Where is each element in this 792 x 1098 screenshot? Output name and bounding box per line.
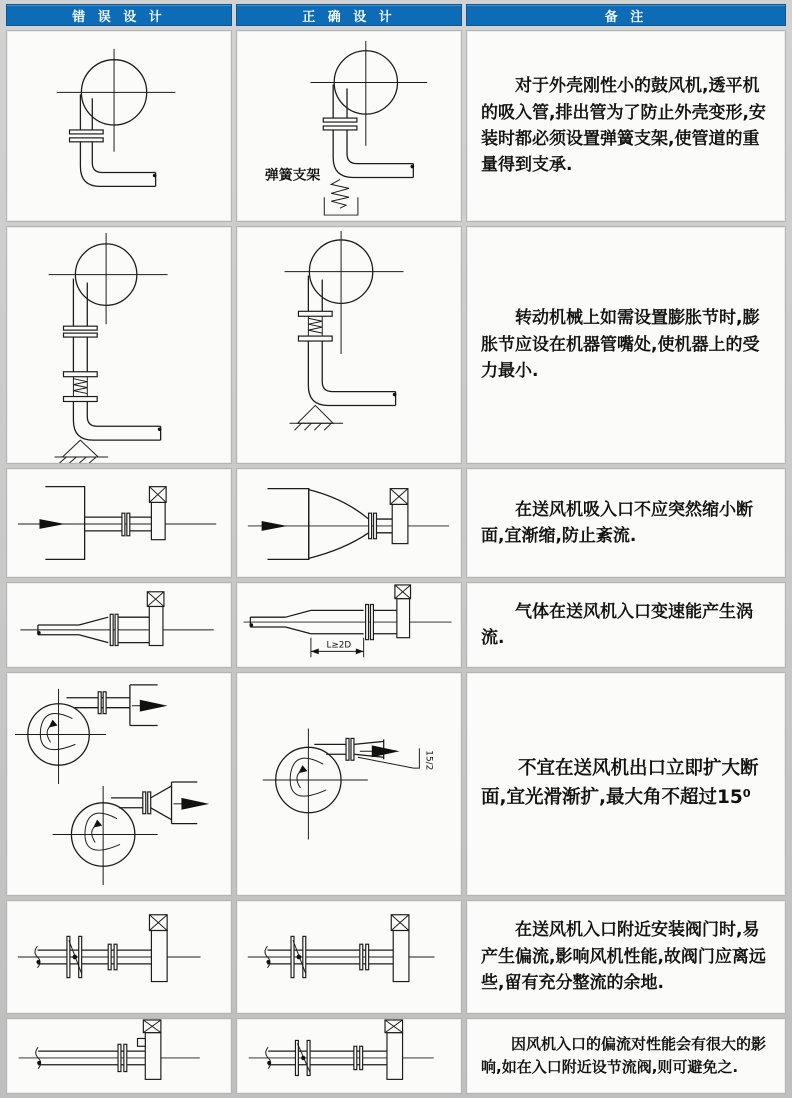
blower-elbow-no-support-diagram [7,31,231,221]
note-row2 [466,226,786,464]
diagram-correct-row1 [236,30,462,222]
header-notes-label: 备 注 [604,9,648,25]
header-correct-design-label: 正 确 设 计 [302,9,396,25]
gradual-expansion-outlet-diagram [237,673,461,895]
expansion-half-angle-label: 15/2 [423,750,434,771]
diagram-wrong-row1 [6,30,232,222]
note-text-row6: 在送风机入口附近安装阀门时,易产生偏流,影响风机性能,故阀门应离远些,留有充分整流的余地. [481,920,766,994]
note-row1 [466,30,786,222]
note-row6 [466,900,786,1014]
diagram-correct-row2 [236,226,462,464]
no-throttle-valve-inlet-diagram [7,1019,231,1093]
valve-close-to-inlet-diagram [7,901,231,1013]
straight-length-dimension-label: L≥2D [326,640,352,651]
throttle-valve-near-inlet-diagram [237,1019,461,1093]
header-correct-design [236,4,462,26]
expansion-joint-far-from-nozzle-diagram [7,227,231,463]
blower-elbow-spring-support-diagram [237,31,461,221]
diagram-wrong-row4 [6,582,232,668]
diagram-wrong-row7 [6,1018,232,1094]
header-wrong-design-label: 错 误 设 计 [72,9,166,25]
note-text-row2: 转动机械上如需设置膨胀节时,膨胀节应设在机器管嘴处,使机器上的受力最小. [481,308,760,382]
expansion-joint-at-nozzle-diagram [237,227,461,463]
diagram-wrong-row6 [6,900,232,1014]
diagram-wrong-row3 [6,468,232,578]
note-row3 [466,468,786,578]
note-row7 [466,1018,786,1094]
spring-support-label: 弹簧支架 [264,167,321,184]
cone-directly-at-inlet-diagram [7,583,231,667]
valve-far-from-inlet-diagram [237,901,461,1013]
diagram-wrong-row2 [6,226,232,464]
note-text-row1: 对于外壳刚性小的鼓风机,透平机的吸入管,排出管为了防止外壳变形,安装时都必须设置弹簧支架,使管道的重量得到支承. [481,76,766,176]
diagram-correct-row7 [236,1018,462,1094]
note-row4 [466,582,786,668]
diagram-correct-row5 [236,672,462,896]
cone-with-straight-run-diagram [237,583,461,667]
diagram-wrong-row5 [6,672,232,896]
sudden-expansion-outlet-diagram [7,673,231,895]
note-text-row3: 在送风机吸入口不应突然缩小断面,宜渐缩,防止紊流. [481,499,753,546]
sudden-contraction-inlet-diagram [7,469,231,577]
note-text-row5: 不宜在送风机出口立即扩大断面,宜光滑渐扩,最大角不超过15⁰ [481,758,759,808]
header-notes [466,4,786,26]
gradual-contraction-inlet-diagram [237,469,461,577]
header-wrong-design [6,4,232,26]
diagram-correct-row3 [236,468,462,578]
note-row5 [466,672,786,896]
note-text-row7: 因风机入口的偏流对性能会有很大的影响,如在入口附近设节流阀,则可避免之. [481,1034,767,1076]
diagram-correct-row6 [236,900,462,1014]
note-text-row4: 气体在送风机入口变速能产生涡流. [481,601,753,648]
diagram-correct-row4 [236,582,462,668]
